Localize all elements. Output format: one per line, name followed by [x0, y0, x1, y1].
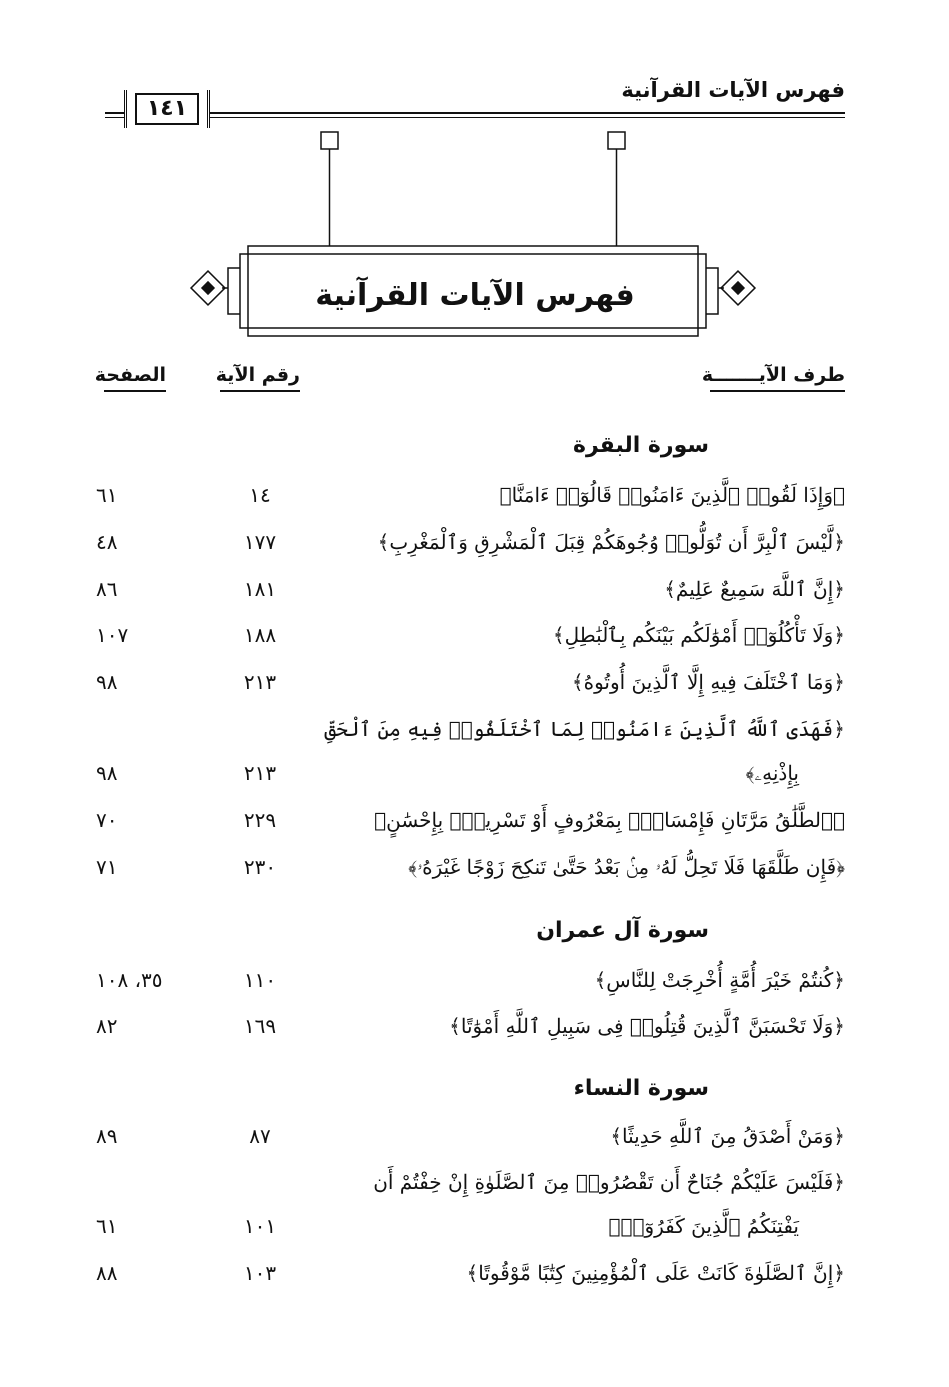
- header-rule: [105, 112, 845, 114]
- surah-heading: سورة آل عمران: [536, 918, 709, 943]
- page-number: ١٤١: [135, 93, 199, 125]
- page-ref: ٨٨: [96, 1261, 118, 1285]
- verse-number: ٢٣٠: [243, 855, 277, 879]
- page-number-box: [124, 90, 210, 128]
- verse-number: ٢١٣: [243, 761, 277, 785]
- running-title: فهرس الآيات القرآنية: [621, 78, 845, 102]
- column-header-verse-number: رقم الآية: [220, 364, 300, 392]
- verse-number: ١٨٨: [243, 623, 277, 647]
- verse-text: ﴿وَلَا تَحْسَبَنَّ ٱلَّذِينَ قُتِلُوا۟ فِى سَبِيلِ ٱللَّهِ أَمْوَٰتًا﴾: [449, 1014, 845, 1038]
- verse-text: ﴿وَلَا تَأْكُلُوٓا۟ أَمْوَٰلَكُم بَيْنَكُم بِٱلْبَٰطِلِ﴾: [552, 623, 845, 647]
- page-ref: ٦١: [96, 1214, 118, 1238]
- verse-text: ﴿كُنتُمْ خَيْرَ أُمَّةٍ أُخْرِجَتْ لِلنَّاسِ﴾: [594, 968, 845, 992]
- verse-number: ١٤: [249, 483, 271, 507]
- page-ref: ٧٠: [96, 808, 118, 832]
- page-ref: ٩٨: [96, 670, 118, 694]
- column-header-verse: طرف الآيـــــــة: [710, 364, 845, 392]
- page-ref: ٩٨: [96, 761, 118, 785]
- verse-text: ﴿إِنَّ ٱلصَّلَوٰةَ كَانَتْ عَلَى ٱلْمُؤْمِنِينَ كِتَٰبًا مَّوْقُوتًا﴾: [466, 1261, 845, 1285]
- verse-text: ﴿وَإِذَا لَقُوا۟ ٱلَّذِينَ ءَامَنُوا۟ قَالُوٓا۟ ءَامَنَّا﴾: [499, 483, 845, 507]
- verse-number: ١٨١: [243, 577, 277, 601]
- verse-number: ٨٧: [249, 1124, 271, 1148]
- page-ref: ٨٩: [96, 1124, 118, 1148]
- verse-number: ١١٠: [243, 968, 277, 992]
- verse-text: ﴿فَلَيْسَ عَلَيْكُمْ جُنَاحٌ أَن تَقْصُرُوا۟ مِنَ ٱلصَّلَوٰةِ إِنْ خِفْتُمْ أَن: [373, 1170, 845, 1194]
- column-header-page: الصفحة: [104, 364, 166, 392]
- verse-text: ﴿وَمَا ٱخْتَلَفَ فِيهِ إِلَّا ٱلَّذِينَ أُوتُوهُ﴾: [571, 670, 845, 694]
- page-ref: ١٠٧: [96, 623, 129, 647]
- verse-number: ١٦٩: [243, 1014, 277, 1038]
- verse-number: ١٠١: [243, 1214, 277, 1238]
- verse-text-continuation: بِإِذْنِهِۦ﴾: [745, 761, 799, 785]
- verse-text-continuation: يَفْتِنَكُمُ ٱلَّذِينَ كَفَرُوٓا۟﴾: [608, 1214, 799, 1238]
- header-rule-thin: [105, 117, 845, 118]
- verse-text: ﴿فَهَدَى ٱللَّهُ ٱلَّذِينَ ءَامَنُوا۟ لِمَا ٱخْتَلَفُوا۟ فِيهِ مِنَ ٱلْحَقِّ: [324, 717, 845, 741]
- verse-number: ٢٢٩: [243, 808, 277, 832]
- page-ref: ٨٢: [96, 1014, 118, 1038]
- verse-number: ١٠٣: [243, 1261, 277, 1285]
- page-ref: ٣٥، ١٠٨: [96, 968, 163, 992]
- verse-number: ١٧٧: [243, 530, 277, 554]
- verse-text: ﴿لَّيْسَ ٱلْبِرَّ أَن تُوَلُّوا۟ وُجُوهَكُمْ قِبَلَ ٱلْمَشْرِقِ وَٱلْمَغْرِبِ﴾: [377, 530, 845, 554]
- page-ref: ٨٦: [96, 577, 118, 601]
- verse-text: ﴿ٱلطَّلَٰقُ مَرَّتَانِ فَإِمْسَاكٌۢ بِمَعْرُوفٍ أَوْ تَسْرِيحٌۢ بِإِحْسَٰنٍ﴾: [374, 808, 845, 832]
- verse-text: ﴿وَمَنْ أَصْدَقُ مِنَ ٱللَّهِ حَدِيثًا﴾: [610, 1124, 845, 1148]
- index-title: فهرس الآيات القرآنية: [315, 278, 635, 313]
- surah-heading: سورة النساء: [573, 1076, 709, 1101]
- surah-heading: سورة البقرة: [572, 433, 709, 458]
- verse-number: ٢١٣: [243, 670, 277, 694]
- verse-text: ﴿إِنَّ ٱللَّهَ سَمِيعٌ عَلِيمٌ﴾: [664, 577, 845, 601]
- page-ref: ٤٨: [96, 530, 118, 554]
- verse-text: ﴿فَإِن طَلَّقَهَا فَلَا تَحِلُّ لَهُۥ مِنۢ بَعْدُ حَتَّىٰ تَنكِحَ زَوْجًا غَيْرَهُۥ﴾: [408, 855, 845, 879]
- page-ref: ٦١: [96, 483, 118, 507]
- page-ref: ٧١: [96, 855, 118, 879]
